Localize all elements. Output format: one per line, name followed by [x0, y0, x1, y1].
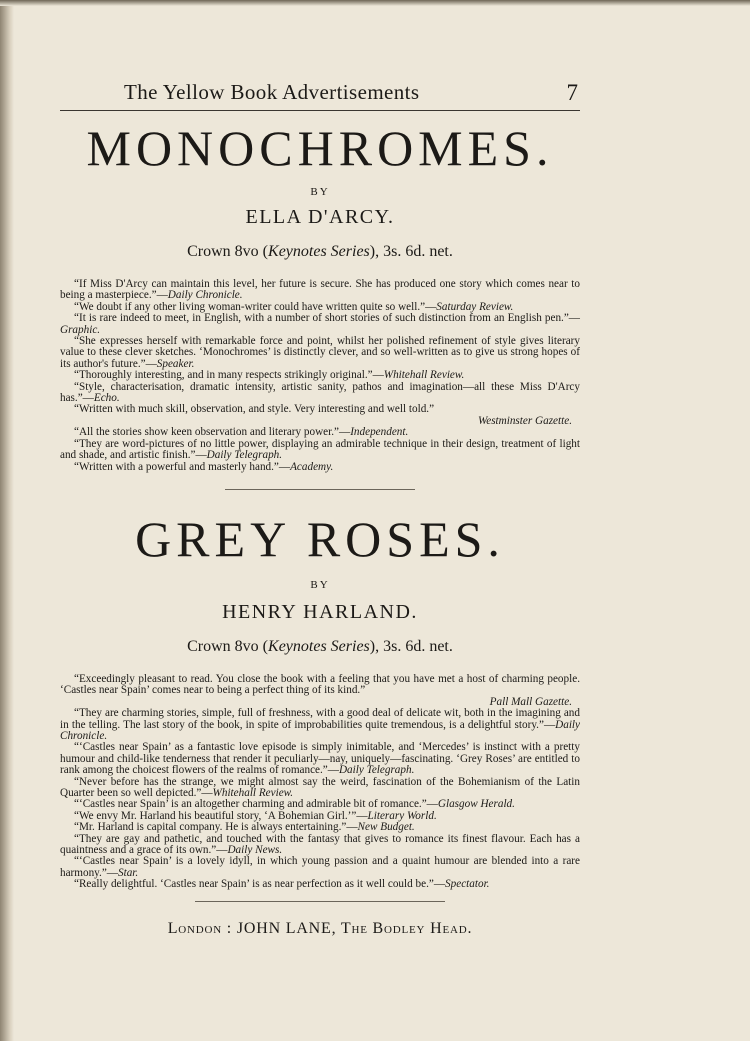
review-item: “If Miss D'Arcy can maintain this level, her future is secure. She has produced one story which comes near to being a masterpiece.”—Daily Chronicle. — [60, 278, 580, 302]
edition-line — [60, 638, 580, 656]
review-item: “Style, characterisation, dramatic intensity, artistic sanity, pathos and imagination—all these Miss D'Arcy has.”—Echo. — [60, 380, 580, 405]
page-top-edge — [0, 0, 750, 6]
edition-series: Keynotes Series — [268, 243, 370, 260]
review-item: “‘Castles near Spain’ is an altogether charming and admirable bit of romance.”—Glasgow Herald. — [74, 798, 515, 811]
imprint-suffix: The Bodley Head. — [336, 919, 473, 937]
header-rule — [60, 110, 580, 111]
book-advert-monochromes — [60, 121, 580, 473]
by-label: BY — [310, 186, 330, 198]
review-source: Pall Mall Gazette. — [489, 695, 572, 708]
review-item: “Written with a powerful and masterly hand.”—Academy. — [74, 460, 334, 473]
review-item: “They are charming stories, simple, full of freshness, with a good deal of delicate wit, both in the imagining and in the telling. The last story of the book, in spite of improbabilities quite tremendous, is a delightful story.”—Daily Chronicle. — [60, 707, 580, 742]
publisher-imprint — [60, 920, 580, 938]
review-item: “They are word-pictures of no little power, displaying an admirable technique in their design, treatment of light and shade, and artistic finish.”—Daily Telegraph. — [60, 437, 580, 462]
book-title: MONOCHROMES. — [86, 120, 554, 176]
imprint-publisher: JOHN LANE, — [236, 919, 337, 937]
review-item: “We doubt if any other living woman-writer could have written quite so well.”—Saturday Review. — [74, 300, 514, 313]
author-name: ELLA D'ARCY. — [245, 206, 395, 228]
edition-series: Keynotes Series — [268, 637, 370, 655]
review-list — [60, 674, 580, 891]
review-item: “Mr. Harland is capital company. He is always entertaining.”—New Budget. — [74, 821, 415, 834]
review-item: “Exceedingly pleasant to read. You close the book with a feeling that you have met a host of charming people. ‘Castles near Spain’ comes near to being a perfect thing of its kind.” — [60, 672, 580, 697]
edition-prefix: Crown 8vo ( — [187, 637, 269, 655]
review-item: “‘Castles near Spain’ as a fantastic love episode is simply inimitable, and ‘Mercedes’ is instinct with a pretty humour and child-like tenderness that render it peculiarly—nay, uniquely—fascinating. ‘Grey Roses’ are entitled to rank among the choicest flowers of the realms of romance.”—Daily Telegraph. — [60, 741, 580, 777]
review-item: “Really delightful. ‘Castles near Spain’ is as near perfection as it well could be.”—Spectator. — [74, 878, 490, 891]
review-item: “All the stories show keen observation and literary power.”—Independent. — [74, 426, 409, 439]
footer-rule — [195, 901, 445, 902]
by-label: BY — [310, 578, 330, 591]
review-item: “Never before has the strange, we might almost say the weird, fascination of the Bohemianism of the Latin Quarter been so well depicted.”—Whitehall Review. — [60, 775, 580, 799]
review-item: “Written with much skill, observation, and style. Very interesting and well told.” — [74, 403, 435, 416]
section-divider — [225, 489, 415, 490]
page-content — [60, 78, 580, 938]
review-item: “‘Castles near Spain’ is a lovely idyll, in which young passion and a quaint humour are blended into a rare harmony.”—Star. — [60, 855, 580, 879]
page-number: 7 — [566, 80, 578, 105]
review-item: “They are gay and pathetic, and touched with the fantasy that gives to romance its finest flavour. Each has a quaintness and a grace of its own.”—Daily News. — [60, 832, 580, 856]
review-item: “She expresses herself with remarkable force and point, whilst her polished refinement of style gives literary value to these clever sketches. ‘Monochromes’ is distinctly clever, and so well-written as to give us strong hopes of its author's future.”—Speaker. — [60, 335, 580, 370]
review-list — [60, 279, 580, 473]
imprint-prefix: London : — [167, 919, 237, 937]
running-head — [60, 78, 580, 108]
edition-line — [60, 243, 580, 261]
page-edge-shadow — [0, 0, 14, 1041]
edition-suffix: ), 3s. 6d. net. — [369, 243, 453, 260]
review-item: “Thoroughly interesting, and in many respects strikingly original.”—Whitehall Review. — [74, 369, 465, 382]
book-title: GREY ROSES. — [135, 510, 505, 567]
edition-suffix: ), 3s. 6d. net. — [369, 637, 453, 655]
review-item: “We envy Mr. Harland his beautiful story, ‘A Bohemian Girl.’”—Literary World. — [74, 809, 437, 822]
running-head-title: The Yellow Book Advertisements — [124, 80, 420, 104]
author-name: HENRY HARLAND. — [222, 600, 418, 623]
edition-prefix: Crown 8vo ( — [187, 243, 269, 260]
review-source: Westminster Gazette. — [477, 414, 572, 427]
review-item: “It is rare indeed to meet, in English, with a number of short stories of such distinction from an English pen.”—Graphic. — [60, 312, 580, 336]
book-advert-grey-roses — [60, 512, 580, 891]
